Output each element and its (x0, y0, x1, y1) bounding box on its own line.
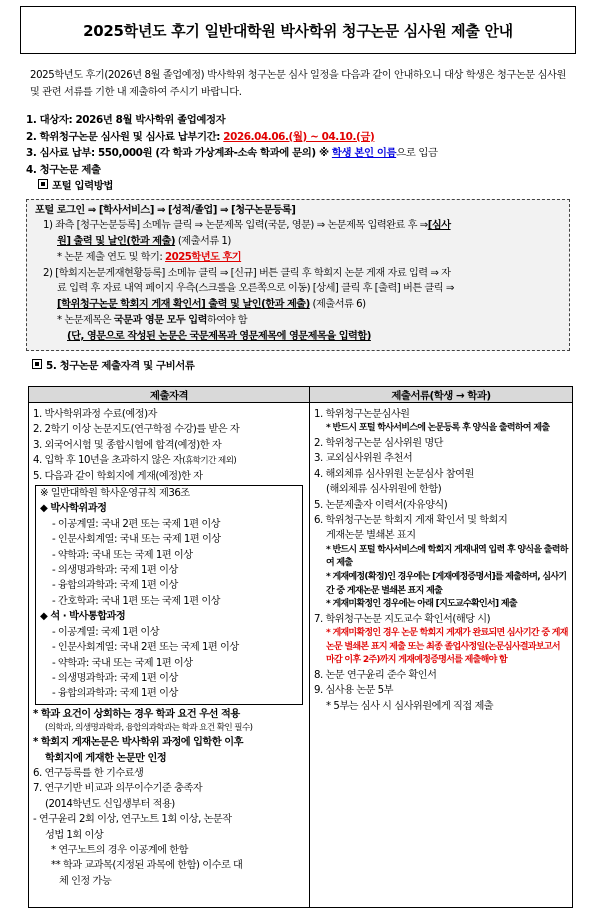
qual-5: 5. 다음과 같이 학회지에 게재(예정)한 자 (33, 470, 203, 482)
doc-6-note2: * 게재예정(확정)인 경우에는 [게재예정증명서]를 제출하며, 심사기간 중 게재논문 별쇄본 표지 제출 (326, 572, 567, 596)
doc-9: 9. 심사용 논문 5부 (314, 685, 393, 697)
item-fee-tail: 으로 입금 (396, 147, 438, 159)
square-bullet-icon (38, 179, 48, 189)
qual-3: 3. 외국어시험 및 종합시험에 합격(예정)한 자 (33, 439, 222, 451)
square-bullet-icon (32, 359, 42, 369)
portal-step2-cont2 (35, 297, 561, 313)
qual-4-text: 4. 입학 후 10년을 초과하지 않은 자 (33, 455, 183, 467)
qual-7b: (2014학년도 신입생부터 적용) (45, 798, 175, 810)
qual-4-note: (휴학기간 제외) (182, 456, 237, 467)
qual-6: 6. 연구등록를 한 기수료생 (33, 767, 144, 779)
doc-1-note: * 반드시 포털 학사서비스에 논문등록 후 양식을 출력하여 제출 (326, 423, 550, 434)
reg-doc-1: - 이공계열: 국내 2편 또는 국제 1편 이상 (52, 518, 221, 530)
portal-step2-note-b: 국문과 영문 모두 입력 (113, 315, 207, 327)
doc-4b: (해외체류 심사위원에 한함) (326, 484, 442, 496)
qual-4 (33, 453, 305, 468)
doc-7-note: * 게재미확정인 경우 논문 학회지 게재가 완료되면 심사기간 중 게재논문 별쇄본 표지 제출 또는 최종 졸업사정일(논문심사결과보고서 마감 이후 2주)까지 게재예정증명서를 제출해야 함 (326, 628, 568, 666)
portal-head (26, 178, 576, 195)
requirements-table (28, 386, 573, 908)
item-period-label: 2. 학위청구논문 심사원 및 심사료 납부기간: (26, 130, 224, 143)
notice-title: 2025학년도 후기 일반대학원 박사학위 청구논문 심사원 제출 안내 (83, 21, 513, 40)
qual-7f: ** 학과 교과목(지정된 과목에 한함) 이수로 대 (51, 860, 243, 872)
portal-instructions-box (26, 199, 570, 351)
doc-2: 2. 학위청구논문 심사위원 명단 (314, 438, 444, 449)
notice-title-box (20, 6, 576, 54)
item-target: 1. 대상자: 2026년 8월 박사학위 졸업예정자 (26, 114, 226, 126)
doc-7: 7. 학위청구논문 지도교수 확인서(해당 시) (314, 613, 491, 625)
regulation-box (35, 485, 303, 705)
portal-step1-text: 1) 좌측 [청구논문등록] 소메뉴 클릭 ⇒ 논문제목 입력(국문, 영문) ⇒ 논문제목 입력완료 후 ⇒ (43, 220, 428, 232)
reg-int-1: - 이공계열: 국제 1편 이상 (52, 626, 160, 638)
portal-head-label: 포털 입력방법 (52, 180, 114, 192)
portal-step2-doc: (제출서류 6) (309, 299, 366, 311)
portal-step2-cont: 료 입력 후 자료 내역 페이지 우측(스크롤을 오른쪽으로 이동) [상세] 클릭 후 [출력] 버튼 클릭 ⇒ (57, 283, 454, 295)
portal-step1-emph-a: [심사 (427, 220, 451, 232)
doc-6: 6. 학위청구논문 학회지 게재 확인서 및 학회지 (314, 515, 508, 527)
qual-note-2b: 학회지에 게재한 논문만 인정 (45, 752, 167, 764)
qual-2: 2. 2학기 이상 논문지도(연구학점 수강)를 받은 자 (33, 424, 240, 436)
reg-doc-5: - 융합의과학과: 국제 1편 이상 (52, 580, 178, 592)
portal-step2: 2) [학회지논문게재현황등록] 소메뉴 클릭 ⇒ [신규] 버튼 클릭 후 학회지 논문 게재 자료 입력 ⇒ 자 (43, 267, 451, 279)
reg-doc-3: - 약학과: 국내 또는 국제 1편 이상 (52, 549, 193, 561)
notice-items (20, 112, 576, 195)
doc-6-note1: * 반드시 포털 학사서비스에 학회지 게재내역 입력 후 양식을 출력하여 제출 (326, 544, 568, 569)
section5-head (20, 357, 576, 372)
portal-step2-note-c: 하여야 함 (207, 315, 248, 327)
notice-page (20, 6, 576, 372)
qual-1: 1. 박사학위과정 수료(예정)자 (33, 409, 157, 420)
table-head-documents: 제출서류(학생 → 학과) (310, 387, 573, 403)
doc-3: 3. 교외심사위원 추천서 (314, 453, 413, 465)
portal-step1-emph-b: 원] 출력 및 날인(한과 제출) (57, 236, 176, 248)
portal-step1-doc: (제출서류 1) (175, 236, 231, 248)
portal-step1-note-label: * 논문 제출 연도 및 학기: (57, 251, 166, 263)
portal-step1 (35, 218, 561, 234)
item-submit: 4. 청구논문 제출 (26, 163, 101, 176)
doc-4: 4. 해외체류 심사위원 논문심사 참여원 (314, 468, 474, 480)
reg-int-4: - 의생명과학과: 국제 1편 이상 (52, 672, 178, 684)
reg-title: ※ 일반대학원 학사운영규칙 제36조 (40, 488, 190, 500)
doc-8: 8. 논문 연구윤리 준수 확인서 (314, 670, 437, 681)
portal-path: 포털 로그인 ⇒ [학사서비스] ⇒ [성적/졸업] ⇒ [청구논문등록] (35, 204, 296, 216)
table-head-qualification: 제출자격 (29, 387, 310, 403)
documents-cell (310, 403, 573, 908)
portal-step2-emph: [학위청구논문 학회지 게재 확인서] 출력 및 날인(한과 제출) (57, 299, 310, 311)
reg-int-3: - 약학과: 국내 또는 국제 1편 이상 (52, 657, 193, 669)
doc-1: 1. 학위청구논문심사원 (314, 409, 410, 420)
reg-doc-2: - 인문사회계열: 국내 또는 국제 1편 이상 (52, 534, 221, 546)
section5-label: 5. 청구논문 제출자격 및 구비서류 (46, 359, 195, 372)
item-period (26, 129, 576, 146)
qual-7e: * 연구노트의 경우 이공계에 한함 (51, 844, 188, 856)
portal-step1-note-term: 2025학년도 후기 (165, 251, 242, 263)
portal-step2-note-a: * 논문제목은 (57, 315, 114, 327)
doc-5: 5. 논문제출자 이력서(자유양식) (314, 499, 448, 511)
doc-9-note: * 5부는 심사 시 심사위원에게 직접 제출 (326, 700, 494, 712)
reg-doctoral-head: ◆ 박사학위과정 (40, 503, 107, 515)
qualification-cell (29, 403, 310, 908)
intro-paragraph: 2025학년도 후기(2026년 8월 졸업예정) 박사학위 청구논문 심사 일정을 다음과 같이 안내하오니 대상 학생은 청구논문 심사원 및 관련 서류를 기한 내 제출하여 주시기 바랍니다. (30, 70, 566, 98)
qual-7: 7. 연구기반 비교과 의무이수기준 충족자 (33, 783, 203, 795)
doc-6-note3: * 게재미확정인 경우에는 아래 [지도교수확인서] 제출 (326, 599, 517, 610)
reg-doc-4: - 의생명과학과: 국제 1편 이상 (52, 565, 178, 577)
qual-note-2a: * 학회지 게재논문은 박사학위 과정에 입학한 이후 (33, 737, 243, 749)
qual-note-1b: (의학과, 의생명과학과, 융합의과학과는 학과 요건 확인 필수) (45, 723, 253, 734)
portal-step1-note (35, 250, 561, 266)
doc-6b: 게재논문 별쇄본 표지 (326, 530, 416, 542)
reg-int-2: - 인문사회계열: 국내 2편 또는 국제 1편 이상 (52, 642, 239, 654)
qual-7g: 체 인정 가능 (59, 875, 112, 887)
qual-7c: - 연구윤리 2회 이상, 연구노트 1회 이상, 논문작 (33, 814, 232, 826)
item-fee-label: 3. 심사료 납부: 550,000원 (각 학과 가상계좌-소속 학과에 문의) ※ (26, 147, 332, 159)
portal-step1-cont (35, 234, 561, 250)
item-period-date: 2026.04.06.(월) ~ 04.10.(금) (223, 130, 375, 143)
qual-note-1: * 학과 요건이 상회하는 경우 학과 요건 우선 적용 (33, 708, 240, 720)
portal-step2-note2: (단, 영문으로 작성된 논문은 국문제목과 영문제목에 영문제목을 입력함) (67, 330, 371, 342)
reg-integrated-head: ◆ 석 · 박사통합과정 (40, 611, 126, 623)
item-fee-name: 학생 본인 이름 (331, 147, 397, 159)
reg-doc-6: - 간호학과: 국내 1편 또는 국제 1편 이상 (52, 595, 221, 607)
reg-int-5: - 융합의과학과: 국제 1편 이상 (52, 688, 178, 700)
qual-7d: 성법 1회 이상 (45, 829, 104, 841)
item-fee (26, 145, 576, 162)
portal-step2-note (35, 313, 561, 329)
